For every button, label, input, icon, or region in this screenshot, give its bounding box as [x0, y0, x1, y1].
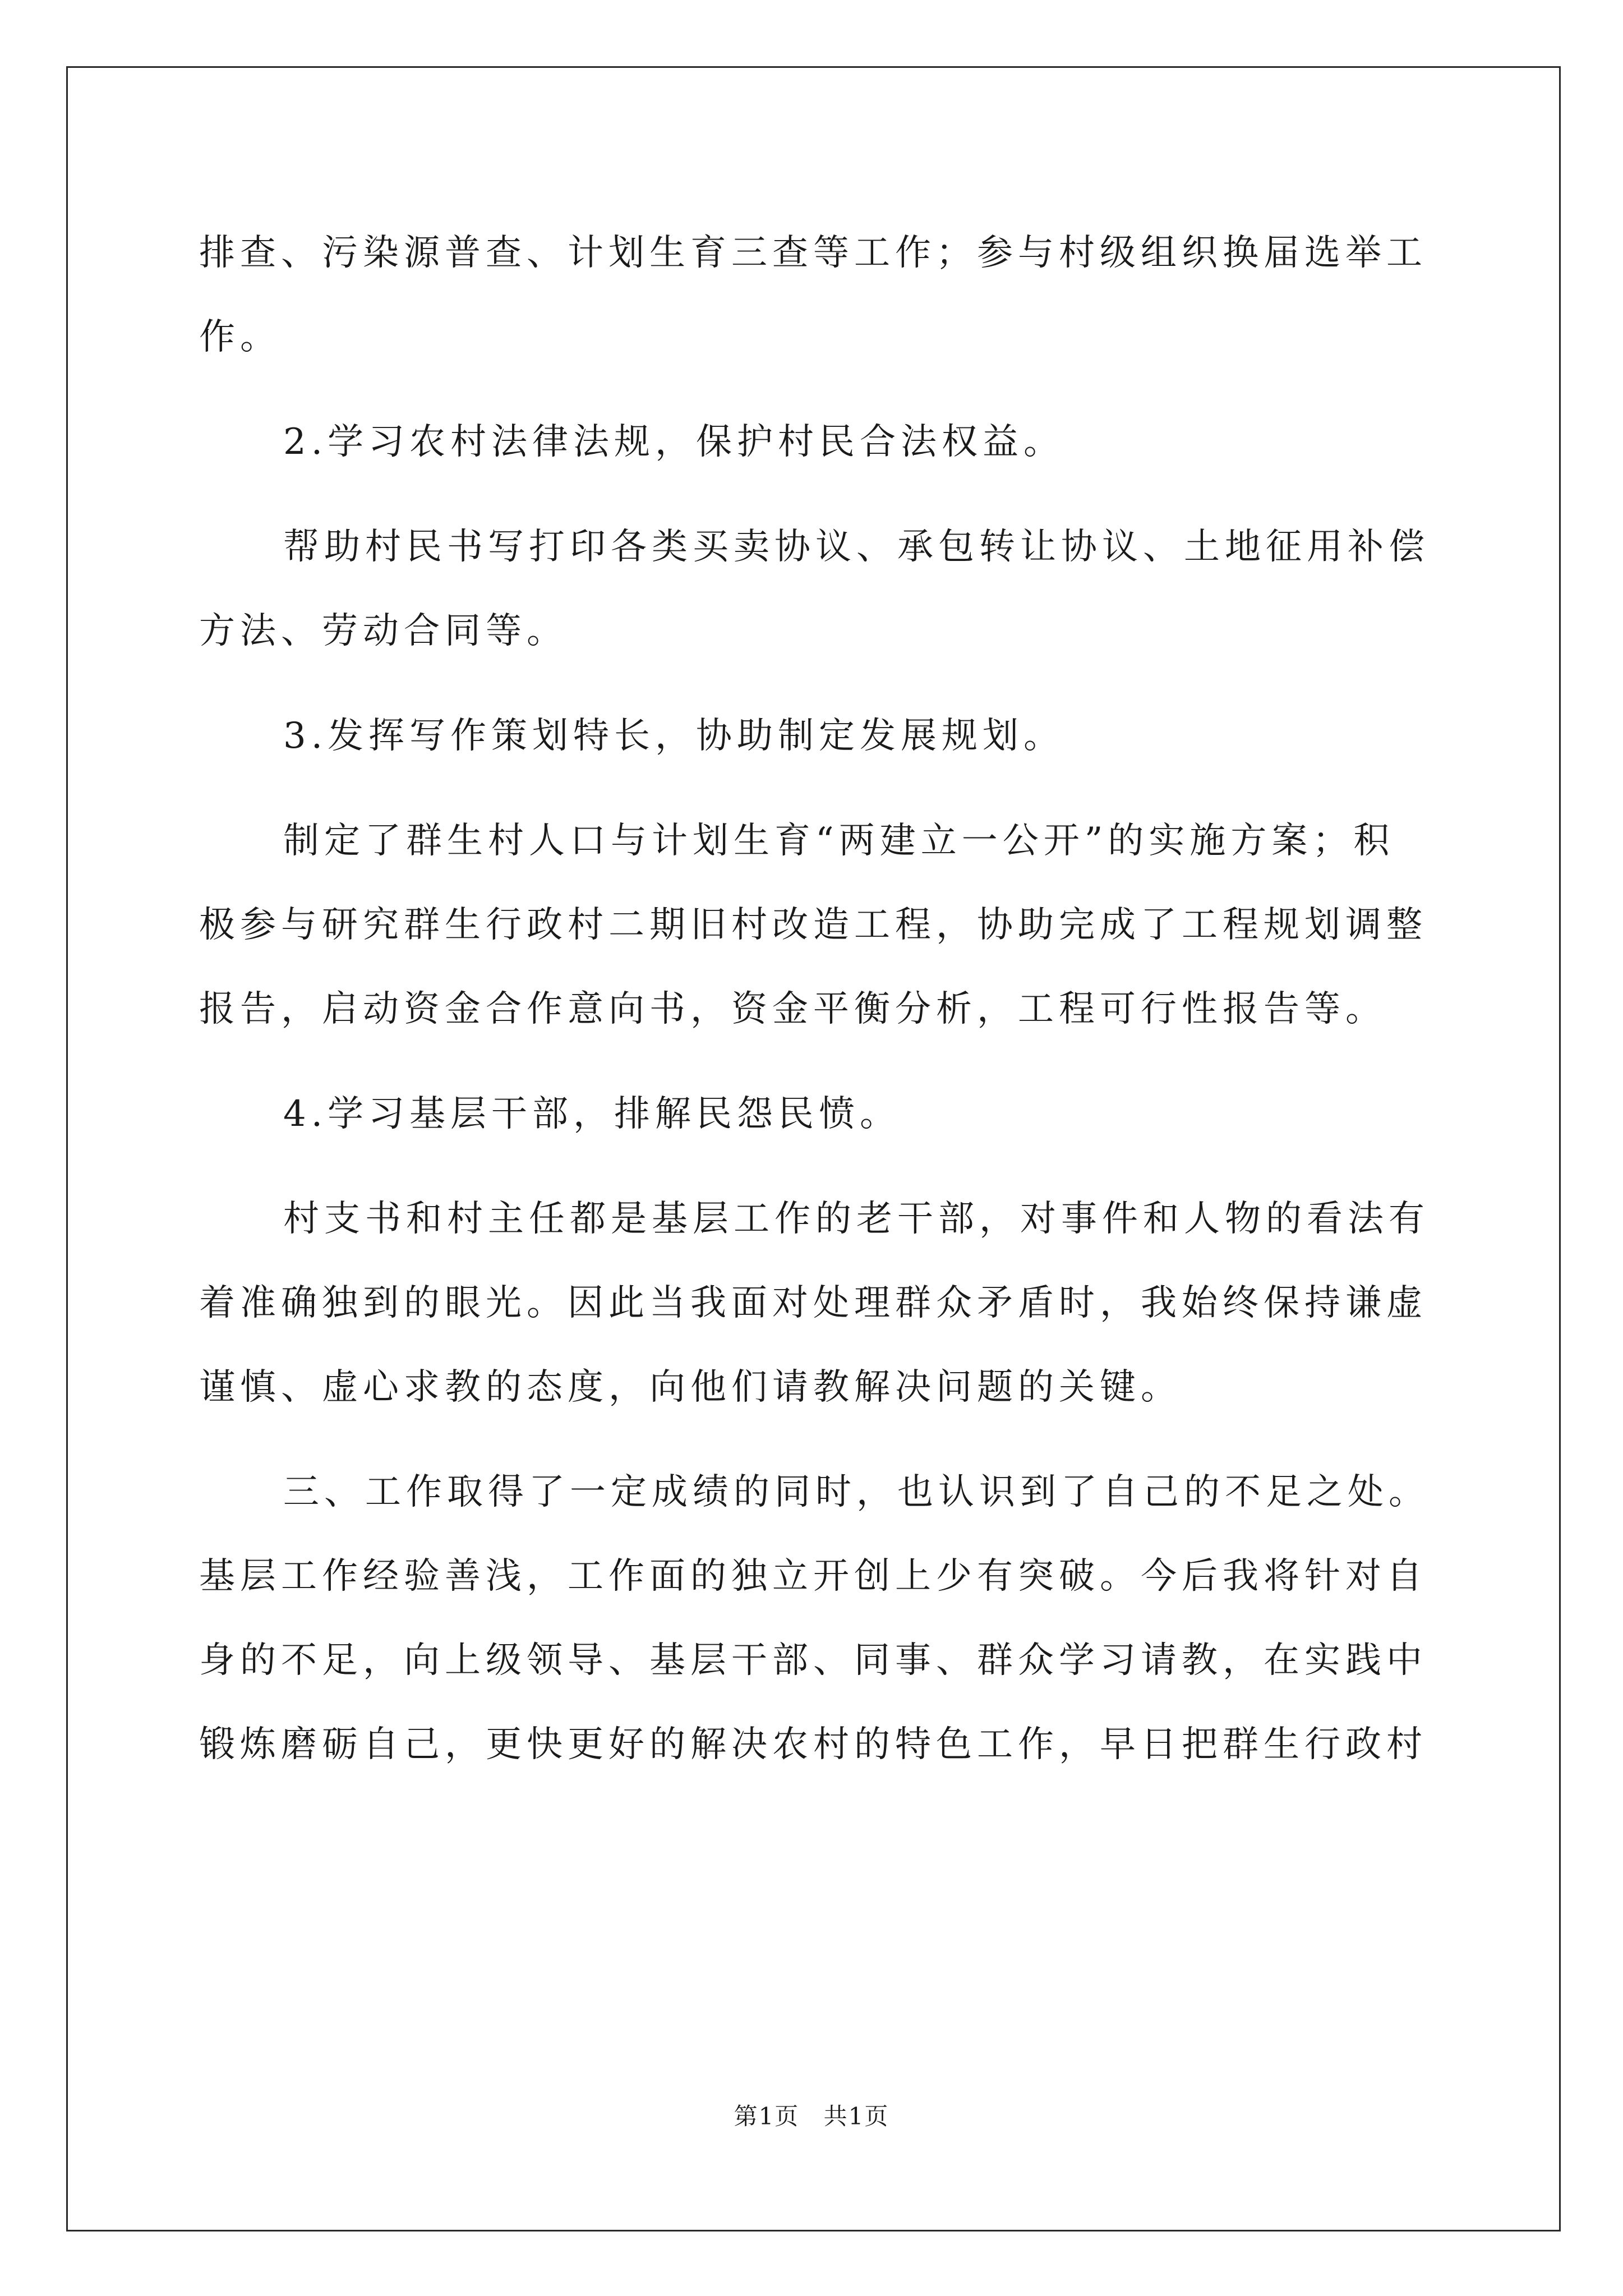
text-line: 身的不足，向上级领导、基层干部、同事、群众学习请教，在实践中 [199, 1640, 1427, 1681]
text-line: 村支书和村主任都是基层工作的老干部，对事件和人物的看法有 [283, 1198, 1430, 1240]
text-line: 极参与研究群生行政村二期旧村改造工程，协助完成了工程规划调整 [199, 904, 1427, 946]
text-line: 三、工作取得了一定成绩的同时，也认识到了自己的不足之处。 [283, 1471, 1430, 1513]
paragraph [199, 211, 1433, 379]
text-line: 谨慎、虚心求教的态度，向他们请教解决问题的关键。 [199, 1366, 1182, 1408]
text-line: 排查、污染源普查、计划生育三查等工作；参与村级组织换届选举工 [199, 232, 1427, 274]
text-line: 锻炼磨砺自己，更快更好的解决农村的特色工作，早日把群生行政村 [199, 1724, 1427, 1765]
text-line: 3.发挥写作策划特长，协助制定发展规划。 [283, 715, 1065, 757]
text-line: 基层工作经验善浅，工作面的独立开创上少有突破。今后我将针对自 [199, 1556, 1427, 1597]
paragraph [199, 1177, 1433, 1429]
page-total: 共1页 [823, 2102, 889, 2130]
paragraph-heading [199, 694, 1433, 778]
paragraph-heading [199, 1072, 1433, 1156]
text-line: 制定了群生村人口与计划生育“两建立一公开”的实施方案；积 [283, 820, 1395, 862]
paragraph-heading [199, 400, 1433, 484]
page-footer [0, 2098, 1623, 2132]
text-line: 作。 [199, 316, 281, 358]
text-line: 帮助村民书写打印各类买卖协议、承包转让协议、土地征用补偿 [283, 526, 1430, 568]
text-line: 报告，启动资金合作意向书，资金平衡分析，工程可行性报告等。 [199, 988, 1386, 1030]
paragraph [199, 1450, 1433, 1787]
document-body [199, 211, 1433, 1807]
paragraph [199, 799, 1433, 1051]
text-line: 2.学习农村法律法规，保护村民合法权益。 [283, 421, 1065, 463]
paragraph [199, 505, 1433, 673]
text-line: 4.学习基层干部，排解民怨民愤。 [283, 1093, 901, 1135]
text-line: 方法、劳动合同等。 [199, 610, 568, 652]
page-number: 第1页 [734, 2102, 800, 2130]
text-line: 着准确独到的眼光。因此当我面对处理群众矛盾时，我始终保持谦虚 [199, 1282, 1427, 1324]
